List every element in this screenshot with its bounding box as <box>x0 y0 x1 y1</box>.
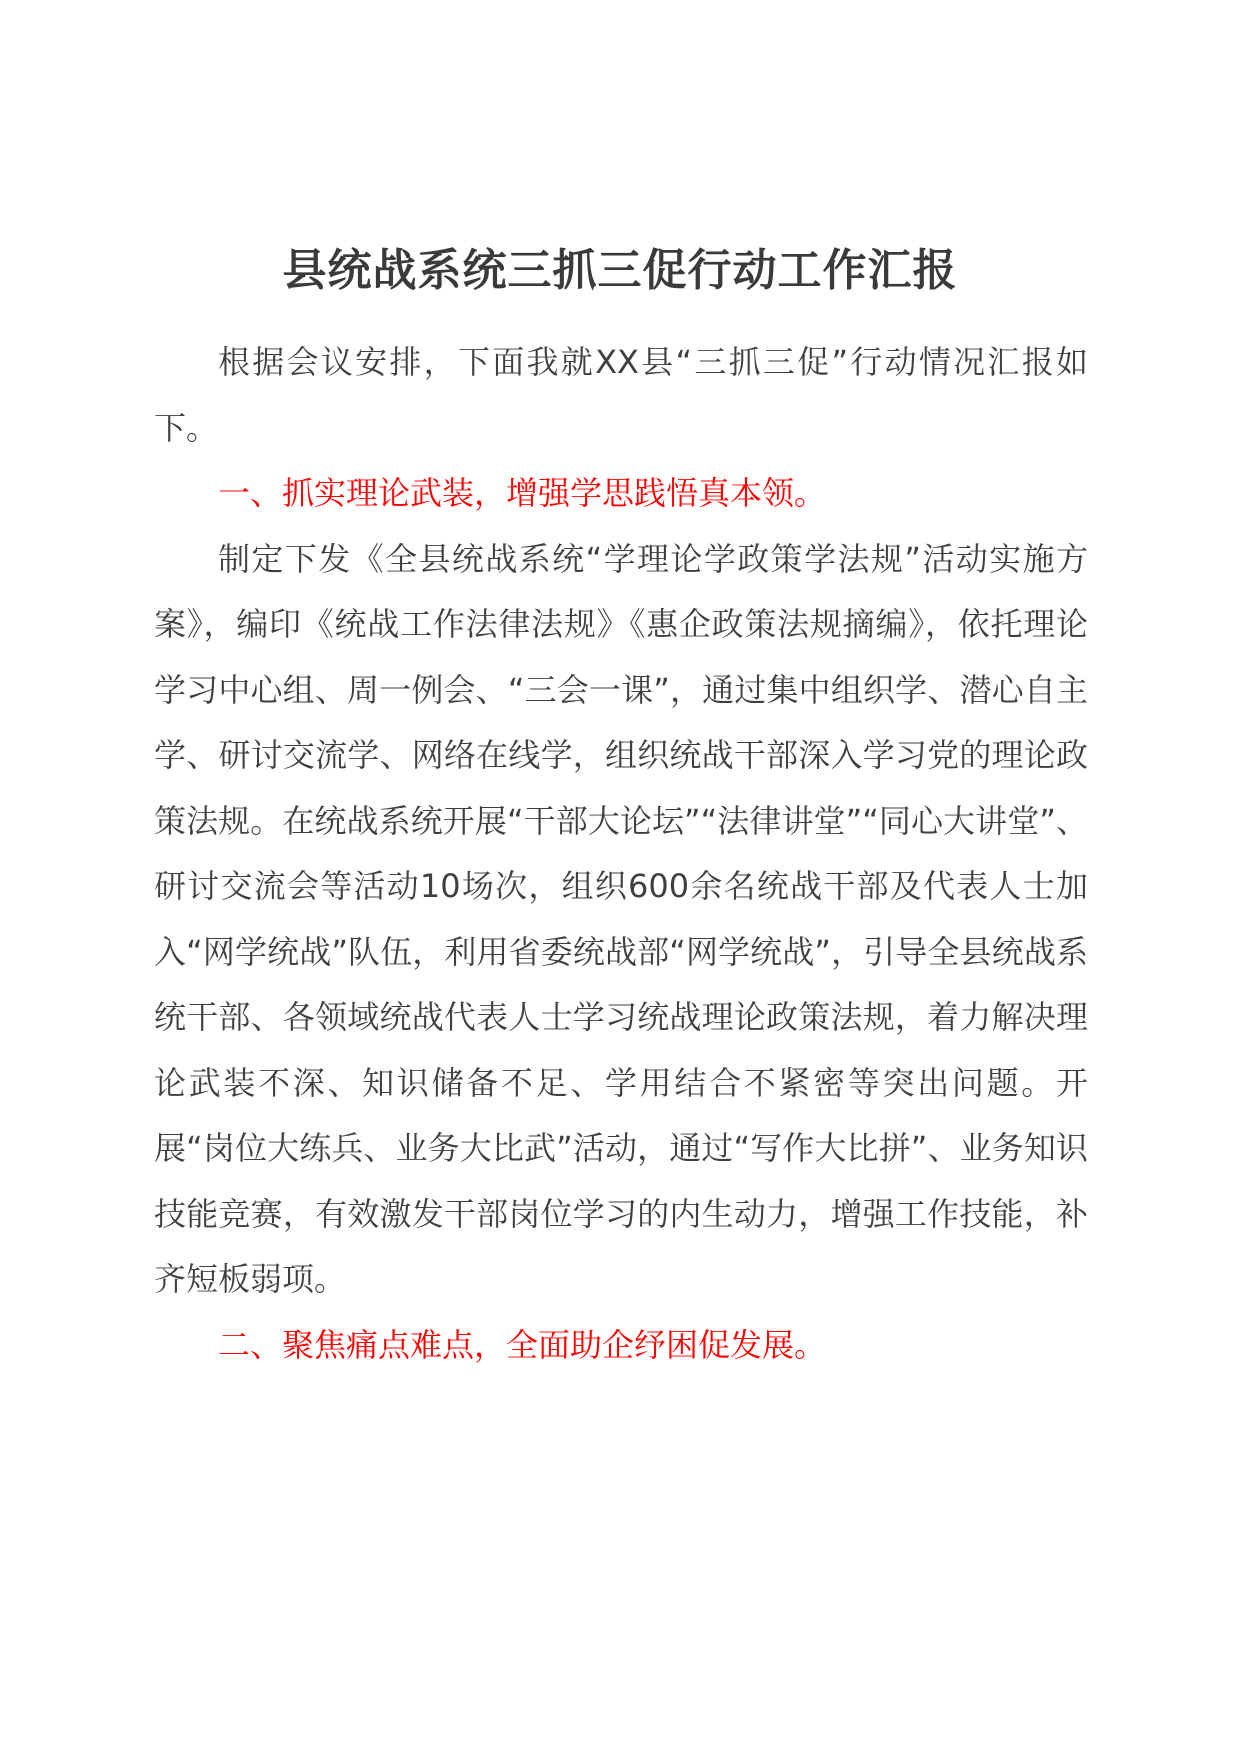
section-1-heading: 一、抓实理论武装，增强学思践悟真本领。 <box>218 474 827 512</box>
document-title: 县统战系统三抓三促行动工作汇报 <box>282 245 958 296</box>
section-1-paragraph: 制定下发《全县统战系统“学理论学政策学法规”活动实施方案》，编印《统战工作法律法规》《惠企政策法规摘编》，依托理论学习中心组、周一例会、“三会一课”，通过集中组织学、潜心自主学、研讨交流学、网络在线学，组织统战干部深入学习党的理论政策法规。在统战系统开展“干部大论坛”“法律讲堂”“同心大讲堂”、研讨交流会等活动10场次，组织600余名统战干部及代表人士加入“网学统战”队伍，利用省委统战部“网学统战”，引导全县统战系统干部、各领域统战代表人士学习统战理论政策法规，着力解决理论武装不深、知识储备不足、学用结合不紧密等突出问题。开展“岗位大练兵、业务大比武”活动，通过“写作大比拼”、业务知识技能竞赛，有效激发干部岗位学习的内生动力，增强工作技能，补齐短板弱项。 <box>154 539 1088 1298</box>
intro-paragraph: 根据会议安排，下面我就XX县“三抓三促”行动情况汇报如下。 <box>154 343 1088 447</box>
document-body <box>154 330 1088 1378</box>
section-2-heading: 二、聚焦痛点难点，全面助企纾困促发展。 <box>218 1325 827 1364</box>
